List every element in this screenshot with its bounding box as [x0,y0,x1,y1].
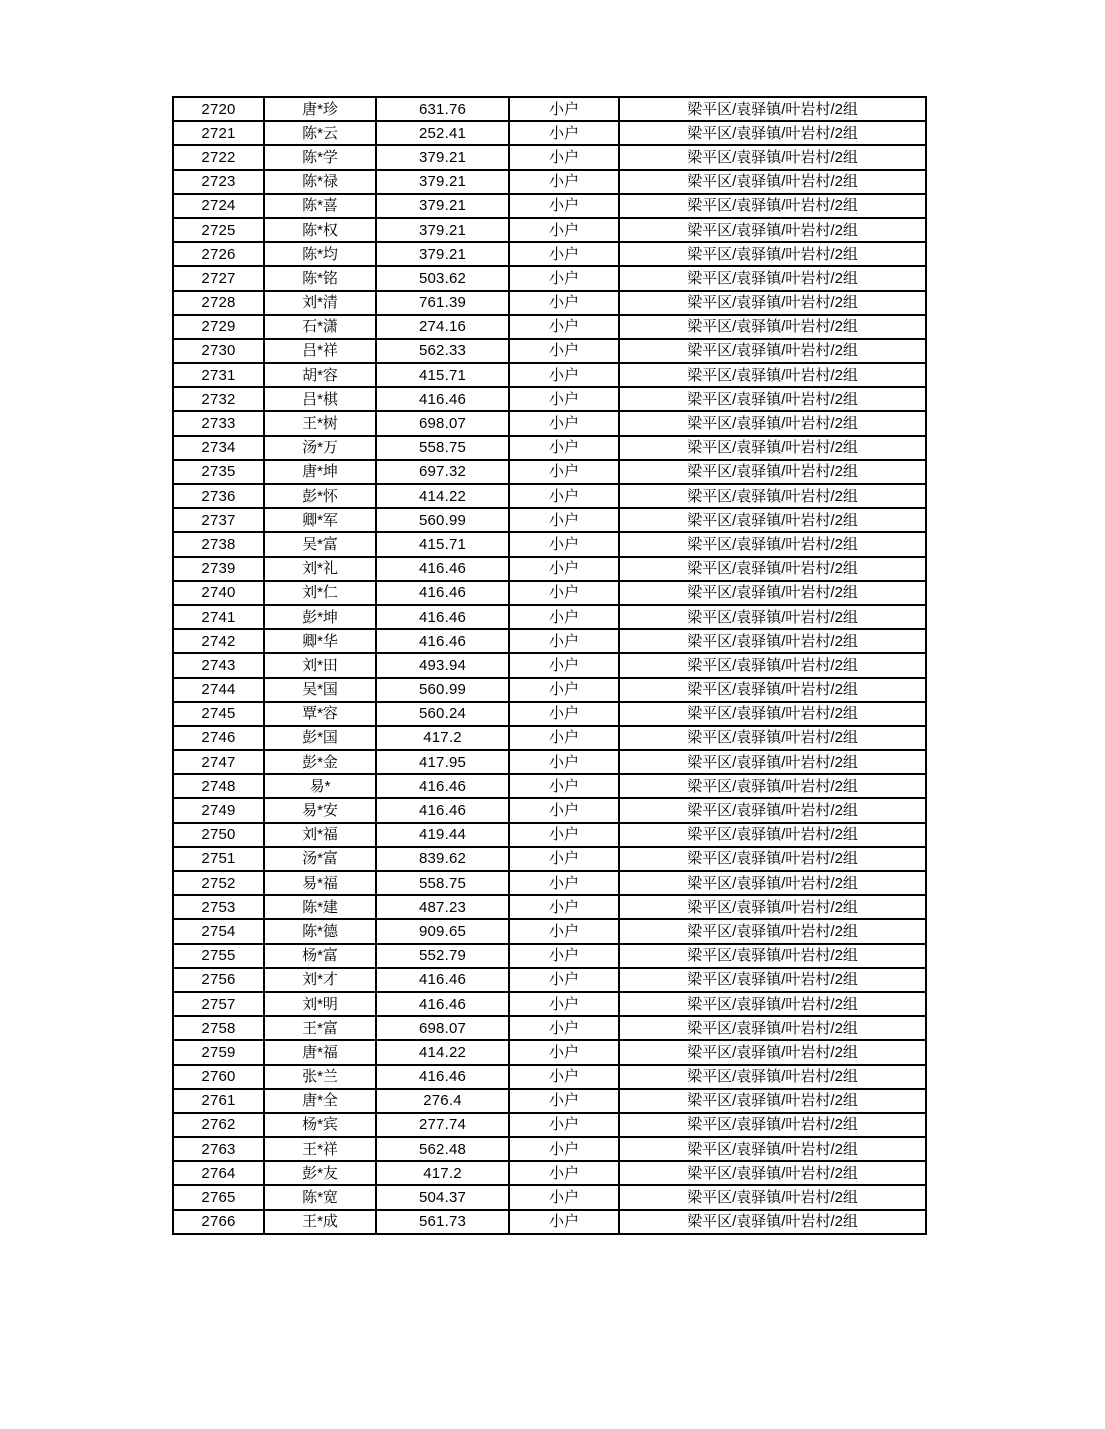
row-id-cell: 2722 [173,145,264,169]
table-row [173,97,926,121]
location-cell: 梁平区/袁驿镇/叶岩村/2组 [619,460,926,484]
location-cell: 梁平区/袁驿镇/叶岩村/2组 [619,847,926,871]
name-cell: 刘*田 [264,653,376,677]
value-cell: 274.16 [376,315,509,339]
name-cell: 吴*富 [264,532,376,556]
household-type-cell: 小户 [509,798,619,822]
household-type-cell: 小户 [509,871,619,895]
value-cell: 631.76 [376,97,509,121]
value-cell: 560.99 [376,508,509,532]
household-type-cell: 小户 [509,605,619,629]
value-cell: 415.71 [376,532,509,556]
table-row [173,1089,926,1113]
location-cell: 梁平区/袁驿镇/叶岩村/2组 [619,653,926,677]
table-row [173,315,926,339]
table-row [173,702,926,726]
household-type-cell: 小户 [509,968,619,992]
household-type-cell: 小户 [509,581,619,605]
location-cell: 梁平区/袁驿镇/叶岩村/2组 [619,678,926,702]
name-cell: 陈*喜 [264,194,376,218]
table-row [173,145,926,169]
name-cell: 唐*全 [264,1089,376,1113]
value-cell: 416.46 [376,581,509,605]
household-type-cell: 小户 [509,97,619,121]
name-cell: 易*福 [264,871,376,895]
row-id-cell: 2758 [173,1016,264,1040]
location-cell: 梁平区/袁驿镇/叶岩村/2组 [619,508,926,532]
row-id-cell: 2756 [173,968,264,992]
location-cell: 梁平区/袁驿镇/叶岩村/2组 [619,871,926,895]
location-cell: 梁平区/袁驿镇/叶岩村/2组 [619,1137,926,1161]
name-cell: 彭*国 [264,726,376,750]
household-type-cell: 小户 [509,750,619,774]
location-cell: 梁平区/袁驿镇/叶岩村/2组 [619,702,926,726]
location-cell: 梁平区/袁驿镇/叶岩村/2组 [619,218,926,242]
household-type-cell: 小户 [509,629,619,653]
table-row [173,339,926,363]
row-id-cell: 2752 [173,871,264,895]
row-id-cell: 2766 [173,1210,264,1234]
row-id-cell: 2723 [173,170,264,194]
value-cell: 252.41 [376,121,509,145]
location-cell: 梁平区/袁驿镇/叶岩村/2组 [619,121,926,145]
household-type-cell: 小户 [509,678,619,702]
location-cell: 梁平区/袁驿镇/叶岩村/2组 [619,363,926,387]
name-cell: 陈*禄 [264,170,376,194]
table-row [173,436,926,460]
row-id-cell: 2757 [173,992,264,1016]
name-cell: 彭*坤 [264,605,376,629]
name-cell: 陈*云 [264,121,376,145]
row-id-cell: 2732 [173,387,264,411]
value-cell: 504.37 [376,1185,509,1209]
household-type-cell: 小户 [509,847,619,871]
value-cell: 562.33 [376,339,509,363]
location-cell: 梁平区/袁驿镇/叶岩村/2组 [619,266,926,290]
row-id-cell: 2739 [173,557,264,581]
row-id-cell: 2747 [173,750,264,774]
value-cell: 562.48 [376,1137,509,1161]
table-row [173,460,926,484]
name-cell: 汤*富 [264,847,376,871]
household-type-cell: 小户 [509,944,619,968]
location-cell: 梁平区/袁驿镇/叶岩村/2组 [619,97,926,121]
row-id-cell: 2755 [173,944,264,968]
value-cell: 503.62 [376,266,509,290]
value-cell: 414.22 [376,484,509,508]
value-cell: 379.21 [376,145,509,169]
household-type-cell: 小户 [509,532,619,556]
name-cell: 唐*坤 [264,460,376,484]
name-cell: 卿*华 [264,629,376,653]
name-cell: 吴*国 [264,678,376,702]
household-type-cell: 小户 [509,992,619,1016]
table-row [173,194,926,218]
table-row [173,266,926,290]
value-cell: 698.07 [376,411,509,435]
household-type-cell: 小户 [509,1185,619,1209]
name-cell: 彭*怀 [264,484,376,508]
location-cell: 梁平区/袁驿镇/叶岩村/2组 [619,557,926,581]
name-cell: 王*祥 [264,1137,376,1161]
location-cell: 梁平区/袁驿镇/叶岩村/2组 [619,436,926,460]
table-row [173,726,926,750]
row-id-cell: 2741 [173,605,264,629]
name-cell: 刘*礼 [264,557,376,581]
value-cell: 416.46 [376,798,509,822]
value-cell: 416.46 [376,968,509,992]
row-id-cell: 2734 [173,436,264,460]
household-type-cell: 小户 [509,1089,619,1113]
value-cell: 552.79 [376,944,509,968]
value-cell: 839.62 [376,847,509,871]
household-type-cell: 小户 [509,436,619,460]
row-id-cell: 2762 [173,1113,264,1137]
row-id-cell: 2765 [173,1185,264,1209]
table-row [173,750,926,774]
row-id-cell: 2731 [173,363,264,387]
name-cell: 胡*容 [264,363,376,387]
table-row [173,387,926,411]
value-cell: 561.73 [376,1210,509,1234]
location-cell: 梁平区/袁驿镇/叶岩村/2组 [619,145,926,169]
value-cell: 379.21 [376,242,509,266]
location-cell: 梁平区/袁驿镇/叶岩村/2组 [619,944,926,968]
household-type-cell: 小户 [509,121,619,145]
row-id-cell: 2736 [173,484,264,508]
table-row [173,363,926,387]
household-type-cell: 小户 [509,1137,619,1161]
table-row [173,170,926,194]
household-type-cell: 小户 [509,387,619,411]
name-cell: 石*潇 [264,315,376,339]
row-id-cell: 2760 [173,1065,264,1089]
household-type-cell: 小户 [509,1210,619,1234]
value-cell: 761.39 [376,291,509,315]
name-cell: 易*安 [264,798,376,822]
table-row [173,508,926,532]
table-row [173,678,926,702]
value-cell: 416.46 [376,1065,509,1089]
table-row [173,968,926,992]
row-id-cell: 2759 [173,1040,264,1064]
value-cell: 416.46 [376,629,509,653]
value-cell: 419.44 [376,823,509,847]
household-type-cell: 小户 [509,774,619,798]
row-id-cell: 2726 [173,242,264,266]
name-cell: 覃*容 [264,702,376,726]
table-row [173,847,926,871]
table-row [173,919,926,943]
value-cell: 558.75 [376,871,509,895]
row-id-cell: 2743 [173,653,264,677]
row-id-cell: 2721 [173,121,264,145]
location-cell: 梁平区/袁驿镇/叶岩村/2组 [619,339,926,363]
value-cell: 416.46 [376,774,509,798]
location-cell: 梁平区/袁驿镇/叶岩村/2组 [619,1016,926,1040]
household-type-cell: 小户 [509,1113,619,1137]
value-cell: 909.65 [376,919,509,943]
location-cell: 梁平区/袁驿镇/叶岩村/2组 [619,992,926,1016]
household-type-cell: 小户 [509,1040,619,1064]
row-id-cell: 2724 [173,194,264,218]
household-type-cell: 小户 [509,1161,619,1185]
table-row [173,774,926,798]
location-cell: 梁平区/袁驿镇/叶岩村/2组 [619,629,926,653]
table-row [173,532,926,556]
name-cell: 陈*德 [264,919,376,943]
name-cell: 陈*学 [264,145,376,169]
value-cell: 416.46 [376,387,509,411]
records-table-body [173,97,926,1234]
row-id-cell: 2750 [173,823,264,847]
name-cell: 吕*棋 [264,387,376,411]
location-cell: 梁平区/袁驿镇/叶岩村/2组 [619,968,926,992]
household-type-cell: 小户 [509,218,619,242]
name-cell: 刘*福 [264,823,376,847]
value-cell: 698.07 [376,1016,509,1040]
name-cell: 卿*军 [264,508,376,532]
row-id-cell: 2764 [173,1161,264,1185]
name-cell: 唐*珍 [264,97,376,121]
row-id-cell: 2737 [173,508,264,532]
row-id-cell: 2728 [173,291,264,315]
value-cell: 415.71 [376,363,509,387]
location-cell: 梁平区/袁驿镇/叶岩村/2组 [619,1065,926,1089]
row-id-cell: 2761 [173,1089,264,1113]
location-cell: 梁平区/袁驿镇/叶岩村/2组 [619,798,926,822]
value-cell: 487.23 [376,895,509,919]
location-cell: 梁平区/袁驿镇/叶岩村/2组 [619,315,926,339]
value-cell: 417.2 [376,726,509,750]
location-cell: 梁平区/袁驿镇/叶岩村/2组 [619,823,926,847]
table-row [173,484,926,508]
row-id-cell: 2720 [173,97,264,121]
household-type-cell: 小户 [509,242,619,266]
location-cell: 梁平区/袁驿镇/叶岩村/2组 [619,1161,926,1185]
household-type-cell: 小户 [509,291,619,315]
name-cell: 张*兰 [264,1065,376,1089]
row-id-cell: 2748 [173,774,264,798]
value-cell: 417.95 [376,750,509,774]
name-cell: 陈*铭 [264,266,376,290]
name-cell: 刘*才 [264,968,376,992]
location-cell: 梁平区/袁驿镇/叶岩村/2组 [619,1040,926,1064]
value-cell: 416.46 [376,557,509,581]
row-id-cell: 2751 [173,847,264,871]
household-type-cell: 小户 [509,339,619,363]
name-cell: 吕*祥 [264,339,376,363]
row-id-cell: 2744 [173,678,264,702]
value-cell: 277.74 [376,1113,509,1137]
location-cell: 梁平区/袁驿镇/叶岩村/2组 [619,605,926,629]
household-type-cell: 小户 [509,460,619,484]
row-id-cell: 2763 [173,1137,264,1161]
household-type-cell: 小户 [509,702,619,726]
location-cell: 梁平区/袁驿镇/叶岩村/2组 [619,1113,926,1137]
household-type-cell: 小户 [509,315,619,339]
value-cell: 560.99 [376,678,509,702]
table-row [173,944,926,968]
name-cell: 陈*权 [264,218,376,242]
row-id-cell: 2727 [173,266,264,290]
table-row [173,581,926,605]
value-cell: 379.21 [376,218,509,242]
household-type-cell: 小户 [509,411,619,435]
row-id-cell: 2735 [173,460,264,484]
household-type-cell: 小户 [509,895,619,919]
row-id-cell: 2738 [173,532,264,556]
location-cell: 梁平区/袁驿镇/叶岩村/2组 [619,919,926,943]
household-type-cell: 小户 [509,823,619,847]
row-id-cell: 2749 [173,798,264,822]
value-cell: 697.32 [376,460,509,484]
table-row [173,557,926,581]
table-row [173,1185,926,1209]
table-row [173,291,926,315]
name-cell: 王*富 [264,1016,376,1040]
location-cell: 梁平区/袁驿镇/叶岩村/2组 [619,581,926,605]
row-id-cell: 2746 [173,726,264,750]
table-row [173,629,926,653]
household-type-cell: 小户 [509,508,619,532]
name-cell: 汤*万 [264,436,376,460]
location-cell: 梁平区/袁驿镇/叶岩村/2组 [619,726,926,750]
household-type-cell: 小户 [509,194,619,218]
table-row [173,1137,926,1161]
household-type-cell: 小户 [509,266,619,290]
location-cell: 梁平区/袁驿镇/叶岩村/2组 [619,532,926,556]
table-row [173,218,926,242]
name-cell: 刘*仁 [264,581,376,605]
location-cell: 梁平区/袁驿镇/叶岩村/2组 [619,1089,926,1113]
household-type-cell: 小户 [509,557,619,581]
row-id-cell: 2740 [173,581,264,605]
location-cell: 梁平区/袁驿镇/叶岩村/2组 [619,411,926,435]
value-cell: 558.75 [376,436,509,460]
records-table [172,96,927,1235]
row-id-cell: 2745 [173,702,264,726]
table-row [173,895,926,919]
value-cell: 493.94 [376,653,509,677]
household-type-cell: 小户 [509,1065,619,1089]
household-type-cell: 小户 [509,170,619,194]
row-id-cell: 2733 [173,411,264,435]
location-cell: 梁平区/袁驿镇/叶岩村/2组 [619,484,926,508]
location-cell: 梁平区/袁驿镇/叶岩村/2组 [619,1210,926,1234]
table-row [173,798,926,822]
table-row [173,411,926,435]
table-row [173,992,926,1016]
value-cell: 560.24 [376,702,509,726]
table-row [173,1161,926,1185]
location-cell: 梁平区/袁驿镇/叶岩村/2组 [619,170,926,194]
location-cell: 梁平区/袁驿镇/叶岩村/2组 [619,750,926,774]
name-cell: 杨*富 [264,944,376,968]
row-id-cell: 2725 [173,218,264,242]
name-cell: 易* [264,774,376,798]
row-id-cell: 2730 [173,339,264,363]
table-row [173,605,926,629]
value-cell: 379.21 [376,194,509,218]
row-id-cell: 2729 [173,315,264,339]
row-id-cell: 2753 [173,895,264,919]
name-cell: 唐*福 [264,1040,376,1064]
household-type-cell: 小户 [509,1016,619,1040]
name-cell: 陈*建 [264,895,376,919]
name-cell: 陈*宽 [264,1185,376,1209]
value-cell: 414.22 [376,1040,509,1064]
name-cell: 彭*金 [264,750,376,774]
table-row [173,121,926,145]
table-row [173,1065,926,1089]
name-cell: 杨*宾 [264,1113,376,1137]
household-type-cell: 小户 [509,653,619,677]
row-id-cell: 2742 [173,629,264,653]
table-row [173,1016,926,1040]
location-cell: 梁平区/袁驿镇/叶岩村/2组 [619,194,926,218]
location-cell: 梁平区/袁驿镇/叶岩村/2组 [619,1185,926,1209]
value-cell: 417.2 [376,1161,509,1185]
value-cell: 276.4 [376,1089,509,1113]
name-cell: 王*成 [264,1210,376,1234]
table-row [173,871,926,895]
location-cell: 梁平区/袁驿镇/叶岩村/2组 [619,242,926,266]
table-row [173,1040,926,1064]
location-cell: 梁平区/袁驿镇/叶岩村/2组 [619,774,926,798]
table-row [173,1210,926,1234]
table-row [173,653,926,677]
household-type-cell: 小户 [509,726,619,750]
location-cell: 梁平区/袁驿镇/叶岩村/2组 [619,291,926,315]
name-cell: 刘*明 [264,992,376,1016]
location-cell: 梁平区/袁驿镇/叶岩村/2组 [619,895,926,919]
household-type-cell: 小户 [509,484,619,508]
table-row [173,242,926,266]
household-type-cell: 小户 [509,919,619,943]
name-cell: 彭*友 [264,1161,376,1185]
household-type-cell: 小户 [509,145,619,169]
value-cell: 379.21 [376,170,509,194]
value-cell: 416.46 [376,605,509,629]
household-type-cell: 小户 [509,363,619,387]
table-row [173,1113,926,1137]
name-cell: 刘*清 [264,291,376,315]
location-cell: 梁平区/袁驿镇/叶岩村/2组 [619,387,926,411]
table-row [173,823,926,847]
value-cell: 416.46 [376,992,509,1016]
row-id-cell: 2754 [173,919,264,943]
name-cell: 王*树 [264,411,376,435]
name-cell: 陈*均 [264,242,376,266]
